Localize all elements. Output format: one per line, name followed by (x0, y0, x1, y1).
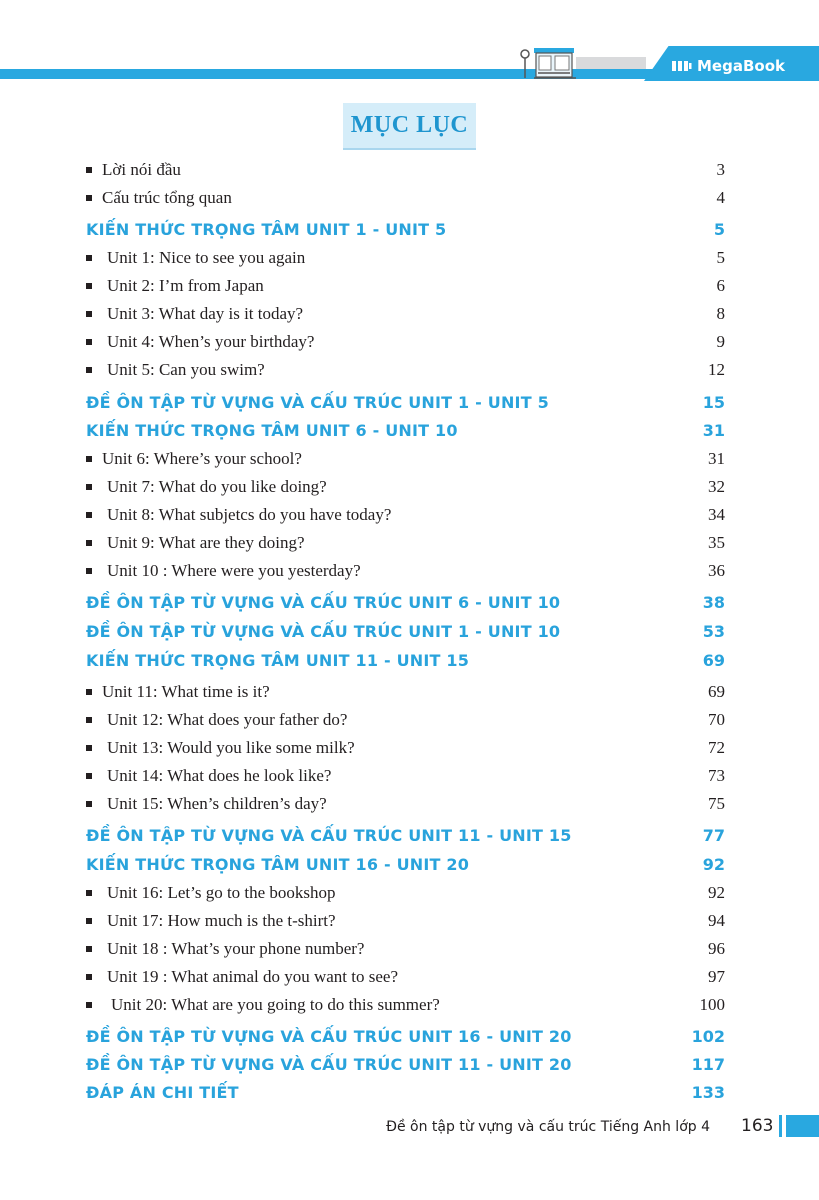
bullet-icon (86, 512, 92, 518)
toc-item[interactable] (0, 245, 819, 271)
toc-item[interactable] (0, 301, 819, 327)
bullet-icon (86, 1002, 92, 1008)
toc-item-page: 69 (708, 682, 725, 701)
bullet-icon (86, 311, 92, 317)
toc-heading-label: ĐỀ ÔN TẬP TỪ VỰNG VÀ CẤU TRÚC UNIT 1 - UNIT 10 (86, 622, 561, 641)
bullet-icon (86, 974, 92, 980)
toc-item[interactable] (0, 964, 819, 990)
toc-item-label: Unit 20: What are you going to do this summer? (111, 995, 440, 1014)
bullet-icon (86, 689, 92, 695)
toc-section-heading[interactable] (0, 590, 819, 616)
brand-name: MegaBook (697, 57, 785, 75)
toc-section-heading[interactable] (0, 619, 819, 645)
toc-item[interactable] (0, 157, 819, 183)
toc-section-heading[interactable] (0, 852, 819, 878)
toc-item-label: Unit 14: What does he look like? (107, 766, 332, 785)
bus-stop-icon (519, 44, 579, 80)
footer-accent-line (779, 1115, 782, 1137)
bullet-icon (86, 167, 92, 173)
toc-heading-page: 117 (691, 1055, 725, 1074)
toc-item[interactable] (0, 992, 819, 1018)
toc-item-label: Unit 18 : What’s your phone number? (107, 939, 365, 958)
toc-item-label: Unit 17: How much is the t-shirt? (107, 911, 336, 930)
toc-item-label: Unit 1: Nice to see you again (107, 248, 306, 267)
toc-heading-page: 69 (702, 651, 725, 670)
footer-accent-bar (786, 1115, 819, 1137)
toc-item[interactable] (0, 791, 819, 817)
bullet-icon (86, 717, 92, 723)
toc-item-page: 32 (708, 477, 725, 496)
toc-heading-page: 31 (702, 421, 725, 440)
bullet-icon (86, 339, 92, 345)
title-box (343, 103, 476, 150)
toc-item-label: Unit 4: When’s your birthday? (107, 332, 315, 351)
toc-heading-page: 77 (702, 826, 725, 845)
toc-item-label: Unit 5: Can you swim? (107, 360, 265, 379)
toc-item-label: Unit 12: What does your father do? (107, 710, 348, 729)
toc-item-label: Unit 19 : What animal do you want to see? (107, 967, 398, 986)
bullet-icon (86, 367, 92, 373)
toc-item-page: 75 (708, 794, 725, 813)
toc-item-page: 35 (708, 533, 725, 552)
toc-item-page: 12 (708, 360, 725, 379)
toc-heading-label: KIẾN THỨC TRỌNG TÂM UNIT 1 - UNIT 5 (86, 220, 447, 239)
toc-item-page: 92 (708, 883, 725, 902)
toc-heading-label: KIẾN THỨC TRỌNG TÂM UNIT 11 - UNIT 15 (86, 651, 470, 670)
toc-item-page: 4 (716, 188, 725, 207)
toc-item-label: Unit 13: Would you like some milk? (107, 738, 355, 757)
toc-item[interactable] (0, 908, 819, 934)
toc-item-page: 34 (708, 505, 725, 524)
header-stripe-gray (576, 57, 646, 69)
toc-section-heading[interactable] (0, 1080, 819, 1106)
toc-item-label: Unit 8: What subjetcs do you have today? (107, 505, 392, 524)
toc-heading-page: 38 (702, 593, 725, 612)
toc-item[interactable] (0, 474, 819, 500)
toc-item[interactable] (0, 707, 819, 733)
bullet-icon (86, 255, 92, 261)
toc-item-page: 73 (708, 766, 725, 785)
toc-heading-label: KIẾN THỨC TRỌNG TÂM UNIT 16 - UNIT 20 (86, 855, 470, 874)
toc-item-label: Unit 11: What time is it? (102, 682, 270, 701)
bullet-icon (86, 773, 92, 779)
toc-item[interactable] (0, 530, 819, 556)
toc-item[interactable] (0, 185, 819, 211)
footer-page-number: 163 (741, 1116, 774, 1136)
toc-section-heading[interactable] (0, 1024, 819, 1050)
toc-item[interactable] (0, 880, 819, 906)
footer-book-title: Đề ôn tập từ vựng và cấu trúc Tiếng Anh lớp 4 (386, 1119, 710, 1135)
megabook-logo-icon (672, 60, 692, 72)
toc-item-page: 5 (716, 248, 725, 267)
toc-heading-label: ĐỀ ÔN TẬP TỪ VỰNG VÀ CẤU TRÚC UNIT 11 - UNIT 20 (86, 1055, 572, 1074)
toc-item-label: Unit 15: When’s children’s day? (107, 794, 327, 813)
toc-section-heading[interactable] (0, 217, 819, 243)
toc-item[interactable] (0, 446, 819, 472)
toc-item[interactable] (0, 558, 819, 584)
toc-item[interactable] (0, 502, 819, 528)
toc-heading-label: ĐỀ ÔN TẬP TỪ VỰNG VÀ CẤU TRÚC UNIT 6 - UNIT 10 (86, 593, 561, 612)
toc-heading-label: ĐỀ ÔN TẬP TỪ VỰNG VÀ CẤU TRÚC UNIT 1 - UNIT 5 (86, 393, 549, 412)
toc-item-page: 94 (708, 911, 725, 930)
toc-item-label: Unit 6: Where’s your school? (102, 449, 302, 468)
bullet-icon (86, 568, 92, 574)
toc-section-heading[interactable] (0, 648, 819, 674)
toc-item-page: 70 (708, 710, 725, 729)
toc-section-heading[interactable] (0, 390, 819, 416)
toc-heading-label: ĐÁP ÁN CHI TIẾT (86, 1083, 239, 1102)
toc-item-page: 6 (716, 276, 725, 295)
toc-item-page: 31 (708, 449, 725, 468)
toc-item[interactable] (0, 273, 819, 299)
toc-item-label: Lời nói đầu (102, 160, 181, 179)
toc-item-page: 100 (699, 995, 725, 1014)
bullet-icon (86, 890, 92, 896)
bullet-icon (86, 484, 92, 490)
toc-heading-page: 5 (713, 220, 725, 239)
toc-item-label: Unit 10 : Where were you yesterday? (107, 561, 361, 580)
toc-item-page: 36 (708, 561, 725, 580)
toc-item-page: 8 (716, 304, 725, 323)
toc-item-label: Cấu trúc tổng quan (102, 188, 232, 207)
toc-section-heading[interactable] (0, 418, 819, 444)
page-title: MỤC LỤC (350, 112, 469, 138)
toc-item-page: 97 (708, 967, 725, 986)
toc-heading-label: ĐỀ ÔN TẬP TỪ VỰNG VÀ CẤU TRÚC UNIT 11 - UNIT 15 (86, 826, 572, 845)
toc-section-heading[interactable] (0, 823, 819, 849)
toc-item[interactable] (0, 763, 819, 789)
toc-item[interactable] (0, 357, 819, 383)
toc-item-page: 3 (716, 160, 725, 179)
toc-heading-page: 133 (691, 1083, 725, 1102)
toc-item[interactable] (0, 329, 819, 355)
bullet-icon (86, 918, 92, 924)
toc-item[interactable] (0, 936, 819, 962)
toc-item-page: 96 (708, 939, 725, 958)
toc-item-label: Unit 16: Let’s go to the bookshop (107, 883, 336, 902)
bullet-icon (86, 456, 92, 462)
toc-item-label: Unit 7: What do you like doing? (107, 477, 327, 496)
toc-item-page: 9 (716, 332, 725, 351)
toc-section-heading[interactable] (0, 1052, 819, 1078)
toc-heading-page: 102 (691, 1027, 725, 1046)
toc-heading-page: 15 (702, 393, 725, 412)
bullet-icon (86, 195, 92, 201)
toc-heading-page: 92 (702, 855, 725, 874)
toc-item-label: Unit 3: What day is it today? (107, 304, 304, 323)
toc-heading-page: 53 (702, 622, 725, 641)
bullet-icon (86, 745, 92, 751)
bullet-icon (86, 540, 92, 546)
toc-heading-label: KIẾN THỨC TRỌNG TÂM UNIT 6 - UNIT 10 (86, 421, 458, 440)
toc-item[interactable] (0, 679, 819, 705)
toc-item-label: Unit 2: I’m from Japan (107, 276, 264, 295)
toc-item-page: 72 (708, 738, 725, 757)
bullet-icon (86, 946, 92, 952)
toc-item-label: Unit 9: What are they doing? (107, 533, 305, 552)
toc-heading-label: ĐỀ ÔN TẬP TỪ VỰNG VÀ CẤU TRÚC UNIT 16 - UNIT 20 (86, 1027, 572, 1046)
bullet-icon (86, 801, 92, 807)
toc-item[interactable] (0, 735, 819, 761)
brand (672, 54, 785, 78)
bullet-icon (86, 283, 92, 289)
